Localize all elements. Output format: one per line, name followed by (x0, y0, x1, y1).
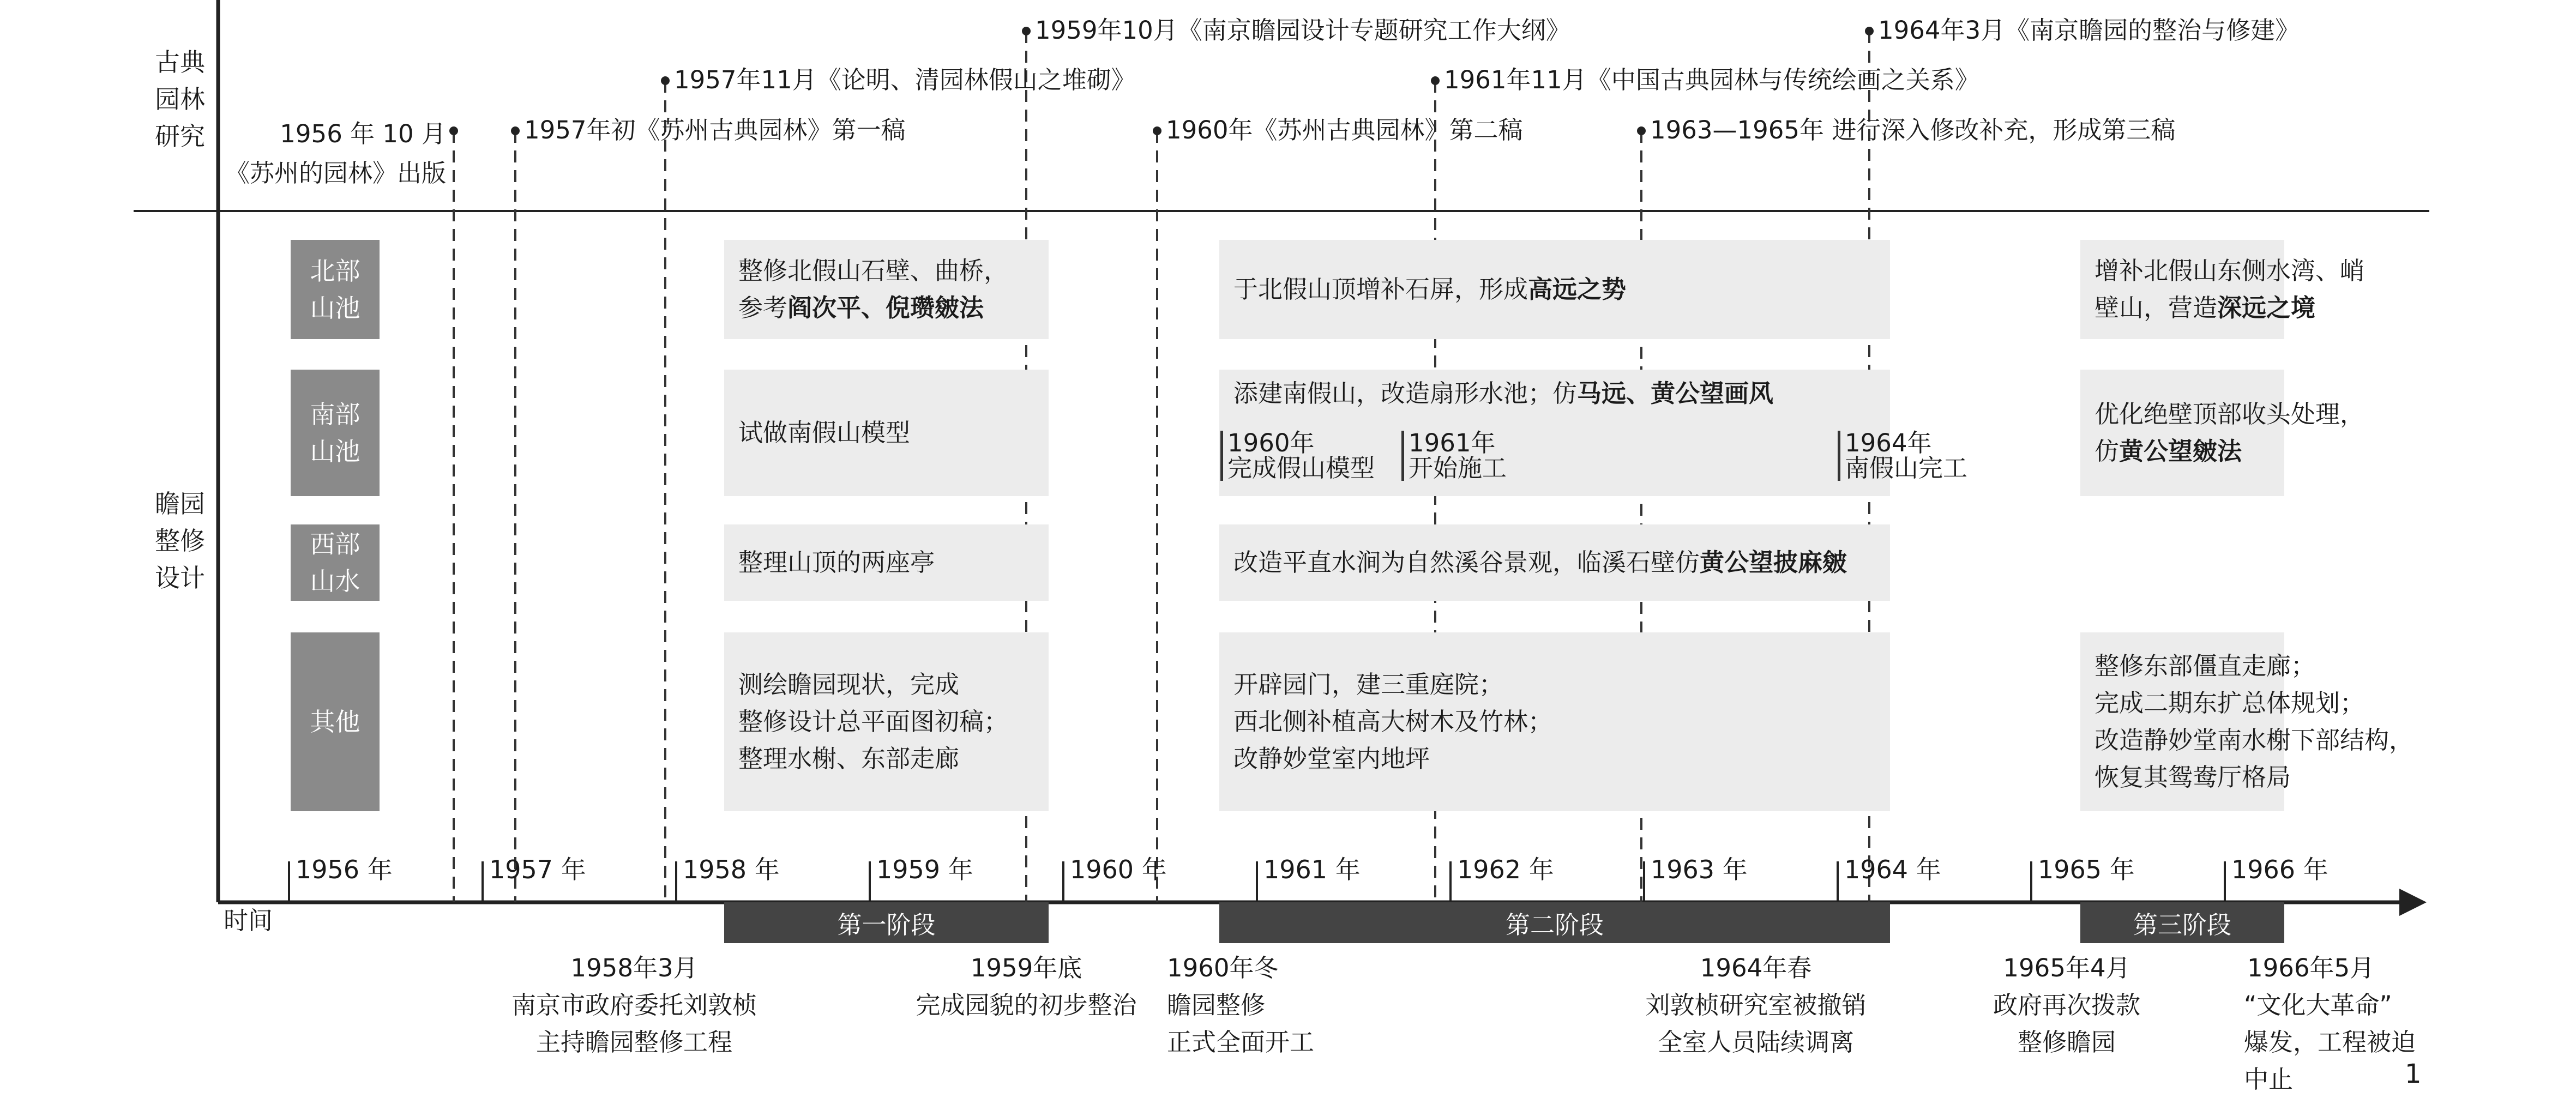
south-sub-event (1220, 431, 1375, 481)
bottom-event-line: 完成园貌的初步整治 (916, 991, 1137, 1019)
bottom-event-line: 正式全面开工 (1167, 1028, 1315, 1057)
year-tick-label: 1966 年 (2231, 855, 2328, 884)
year-tick-label: 1965 年 (2038, 855, 2135, 884)
bottom-event-line: 南京市政府委托刘敦桢 (511, 991, 757, 1019)
category-label: 山水 (310, 566, 360, 596)
bottom-event (1892, 950, 2241, 1061)
research-event-line: 1961年11月《中国古典园林与传统绘画之关系》 (1444, 65, 1979, 94)
research-label-char: 园林 (155, 85, 205, 114)
bottom-event-line: 刘敦桢研究室被撤销 (1645, 991, 1867, 1019)
category-box (291, 240, 380, 339)
bottom-event-line: 1960年冬 (1167, 954, 1279, 982)
category-label: 南部 (310, 400, 360, 429)
research-label (150, 44, 210, 155)
bottom-event (1581, 950, 1930, 1061)
phase1-other-box (724, 632, 1049, 811)
category-box (291, 524, 380, 601)
bottom-event-line: 整修瞻园 (2017, 1028, 2116, 1057)
category-label: 其他 (310, 707, 360, 737)
year-tick-label: 1957 年 (489, 855, 586, 884)
box-text-line: 改造平直水涧为自然溪谷景观，临溪石壁仿黄公望披麻皴 (1233, 548, 1847, 577)
research-event-line: 1957年11月《论明、清园林假山之堆砌》 (674, 65, 1136, 94)
bottom-event-line: “文化大革命” (2244, 991, 2392, 1019)
year-tick-label: 1959 年 (876, 855, 973, 884)
south-sub-event (1401, 431, 1507, 481)
box-text-line: 优化绝壁顶部收头处理， (2094, 400, 2365, 429)
box-text-line: 仿黄公望皴法 (2094, 437, 2242, 466)
sub-event-line: 南假山完工 (1845, 454, 1968, 482)
category-box (291, 370, 380, 496)
phase3-north-box (2080, 240, 2365, 339)
box-text-line: 参考阎次平、倪瓒皴法 (738, 293, 984, 322)
research-label-char: 研究 (155, 122, 205, 151)
research-event-line: 1960年《苏州古典园林》第二稿 (1166, 116, 1523, 144)
year-tick-label: 1958 年 (683, 855, 780, 884)
research-event (524, 114, 906, 146)
renovation-label-char: 整修 (155, 526, 205, 556)
category-label: 西部 (310, 529, 360, 559)
renovation-label-char: 瞻园 (155, 489, 205, 518)
phase1-north-box (724, 240, 1049, 339)
sub-event-line: 1960年 (1227, 429, 1315, 457)
research-event-line: 1959年10月《南京瞻园设计专题研究工作大纲》 (1035, 16, 1570, 45)
bottom-event-line: 全室人员陆续调离 (1657, 1028, 1854, 1057)
research-label-char: 古典 (155, 47, 205, 77)
research-event (225, 114, 446, 193)
research-event (674, 64, 1136, 96)
bottom-event-line: 1965年4月 (2003, 954, 2130, 982)
bottom-event (460, 950, 809, 1061)
box-text-line: 增补北假山东侧水湾、峭 (2094, 256, 2365, 285)
stage-bar: 第一阶段 (724, 902, 1049, 943)
research-event (1166, 114, 1523, 146)
box-text-line: 整理山顶的两座亭 (738, 548, 935, 577)
research-event-line: 《苏州的园林》出版 (225, 159, 446, 188)
phase3-south-box (2080, 370, 2365, 496)
bottom-event-line: 瞻园整修 (1167, 991, 1266, 1019)
category-box (291, 632, 380, 811)
year-tick-label: 1960 年 (1070, 855, 1167, 884)
bottom-event-line: 1958年3月 (570, 954, 698, 982)
bottom-event-line: 政府再次拨款 (1993, 991, 2140, 1019)
sub-event-line: 完成假山模型 (1227, 454, 1375, 482)
year-tick-label: 1964 年 (1844, 855, 1941, 884)
research-event (1878, 15, 2300, 46)
research-event-line: 1957年初《苏州古典园林》第一稿 (524, 116, 906, 144)
box-text-line: 整修设计总平面图初稿； (738, 707, 1009, 736)
category-label: 山池 (310, 437, 360, 466)
research-event-line: 1964年3月《南京瞻园的整治与修建》 (1878, 16, 2300, 45)
renovation-label-char: 设计 (155, 563, 205, 593)
box-text-line: 恢复其鸳鸯厅格局 (2094, 763, 2291, 792)
bottom-event-line: 1959年底 (970, 954, 1082, 982)
phase2-north-box (1219, 240, 1890, 339)
category-label: 山池 (310, 293, 360, 323)
bottom-event (1167, 950, 1314, 1061)
box-text-line: 试做南假山模型 (738, 418, 911, 447)
year-tick-label: 1962 年 (1457, 855, 1554, 884)
box-text-line: 整理水榭、东部走廊 (738, 744, 960, 773)
box-text-line: 改造静妙堂南水榭下部结构， (2094, 726, 2414, 755)
south-sub-event (1838, 431, 1967, 481)
sub-event-line: 开始施工 (1409, 454, 1507, 482)
research-event (1650, 114, 2175, 146)
year-tick-label: 1961 年 (1263, 855, 1361, 884)
bottom-event-line: 主持瞻园整修工程 (535, 1028, 732, 1057)
phase1-south-box (724, 370, 1049, 496)
box-text-line: 整修北假山石壁、曲桥， (738, 256, 1009, 285)
sub-event-line: 1961年 (1409, 429, 1496, 457)
box-text-line: 整修东部僵直走廊； (2094, 651, 2316, 680)
phase2-other-box (1219, 632, 1890, 811)
stage-bar: 第三阶段 (2080, 902, 2284, 943)
research-event (1035, 15, 1570, 46)
bottom-event-line: 中止 (2244, 1065, 2294, 1094)
phase3-other-box (2080, 632, 2414, 811)
category-label: 北部 (310, 256, 360, 286)
box-text-line: 添建南假山，改造扇形水池；仿马远、黄公望画风 (1233, 379, 1774, 408)
bottom-event-line: 1966年5月 (2247, 954, 2375, 982)
year-tick-label: 1963 年 (1651, 855, 1748, 884)
box-text-line: 于北假山顶增补石屏，形成高远之势 (1233, 275, 1627, 304)
bottom-event (2244, 950, 2416, 1098)
box-text-line: 测绘瞻园现状，完成 (738, 670, 960, 699)
renovation-label (150, 485, 210, 596)
box-text-line: 壁山，营造深远之境 (2094, 293, 2316, 322)
box-text-line: 开辟园门，建三重庭院； (1233, 670, 1504, 699)
page-number: 1 (2405, 1059, 2422, 1089)
box-text-line: 西北侧补植高大树木及竹林； (1233, 707, 1553, 736)
phase1-west-box (724, 524, 1049, 601)
research-event-line: 1963—1965年 进行深入修改补充，形成第三稿 (1650, 116, 2176, 144)
sub-event-line: 1964年 (1845, 429, 1932, 457)
research-event (1444, 64, 1979, 96)
research-event-line: 1956 年 10 月 (280, 119, 446, 148)
year-tick-label: 1956 年 (296, 855, 393, 884)
axis-label: 时间 (224, 906, 273, 935)
stage-bar: 第二阶段 (1219, 902, 1890, 943)
bottom-event (852, 950, 1201, 1024)
bottom-event-line: 1964年春 (1700, 954, 1812, 982)
box-text-line: 完成二期东扩总体规划； (2094, 689, 2365, 717)
phase2-west-box (1219, 524, 1890, 601)
bottom-event-line: 爆发，工程被迫 (2244, 1028, 2416, 1057)
box-text-line: 改静妙堂室内地坪 (1233, 744, 1430, 773)
